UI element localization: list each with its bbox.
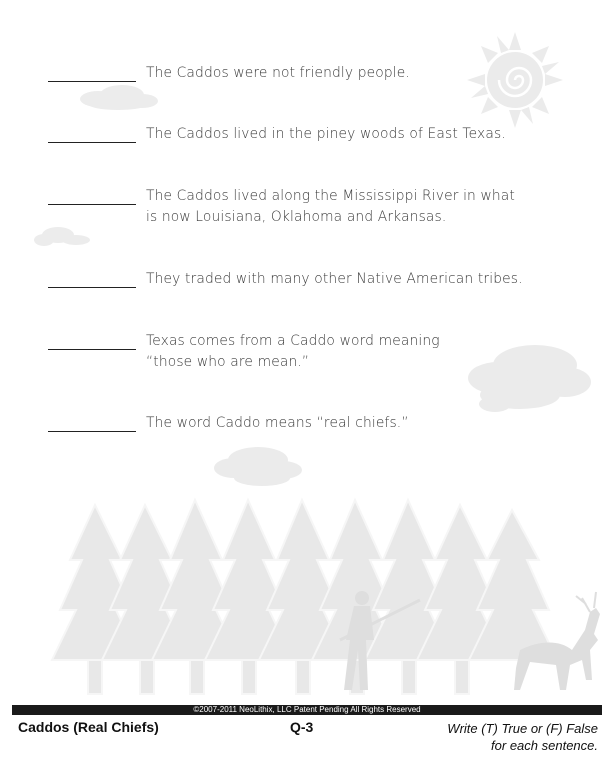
cloud-icon: [80, 85, 158, 110]
answer-blank[interactable]: [48, 186, 136, 205]
question-text: They traded with many other Native American tribes.: [146, 271, 523, 287]
hunter-figure: [340, 591, 420, 690]
copyright-bar: ©2007-2011 NeoLithix, LLC Patent Pending All Rights Reserved: [12, 705, 602, 715]
instructions: Write (T) True or (F) False for each sentence.: [447, 721, 598, 753]
question-text: The Caddos lived in the piney woods of East Texas.: [146, 126, 506, 142]
question-text: Texas comes from a Caddo word meaning “those who are mean.”: [146, 333, 440, 370]
page-number: Q-3: [290, 719, 314, 735]
answer-blank[interactable]: [48, 413, 136, 432]
deer-icon: [514, 592, 600, 690]
answer-blank[interactable]: [48, 124, 136, 143]
question-3: [48, 186, 515, 228]
pine-trees: [52, 500, 557, 694]
worksheet-title: Caddos (Real Chiefs): [18, 719, 159, 735]
question-text: The word Caddo means “real chiefs.”: [146, 415, 409, 431]
question-5: [48, 331, 440, 373]
answer-blank[interactable]: [48, 269, 136, 288]
question-6: [48, 413, 409, 434]
question-text: The Caddos were not friendly people.: [146, 65, 410, 81]
cloud-icon: [214, 447, 302, 486]
cloud-icon: [468, 345, 591, 412]
sun-icon: [467, 32, 563, 128]
question-text: The Caddos lived along the Mississippi River in what is now Louisiana, Oklahoma and Arkansas.: [146, 188, 515, 225]
answer-blank[interactable]: [48, 331, 136, 350]
question-2: [48, 124, 506, 145]
question-4: [48, 269, 523, 290]
question-1: [48, 63, 410, 84]
answer-blank[interactable]: [48, 63, 136, 82]
cloud-icon: [34, 227, 90, 246]
